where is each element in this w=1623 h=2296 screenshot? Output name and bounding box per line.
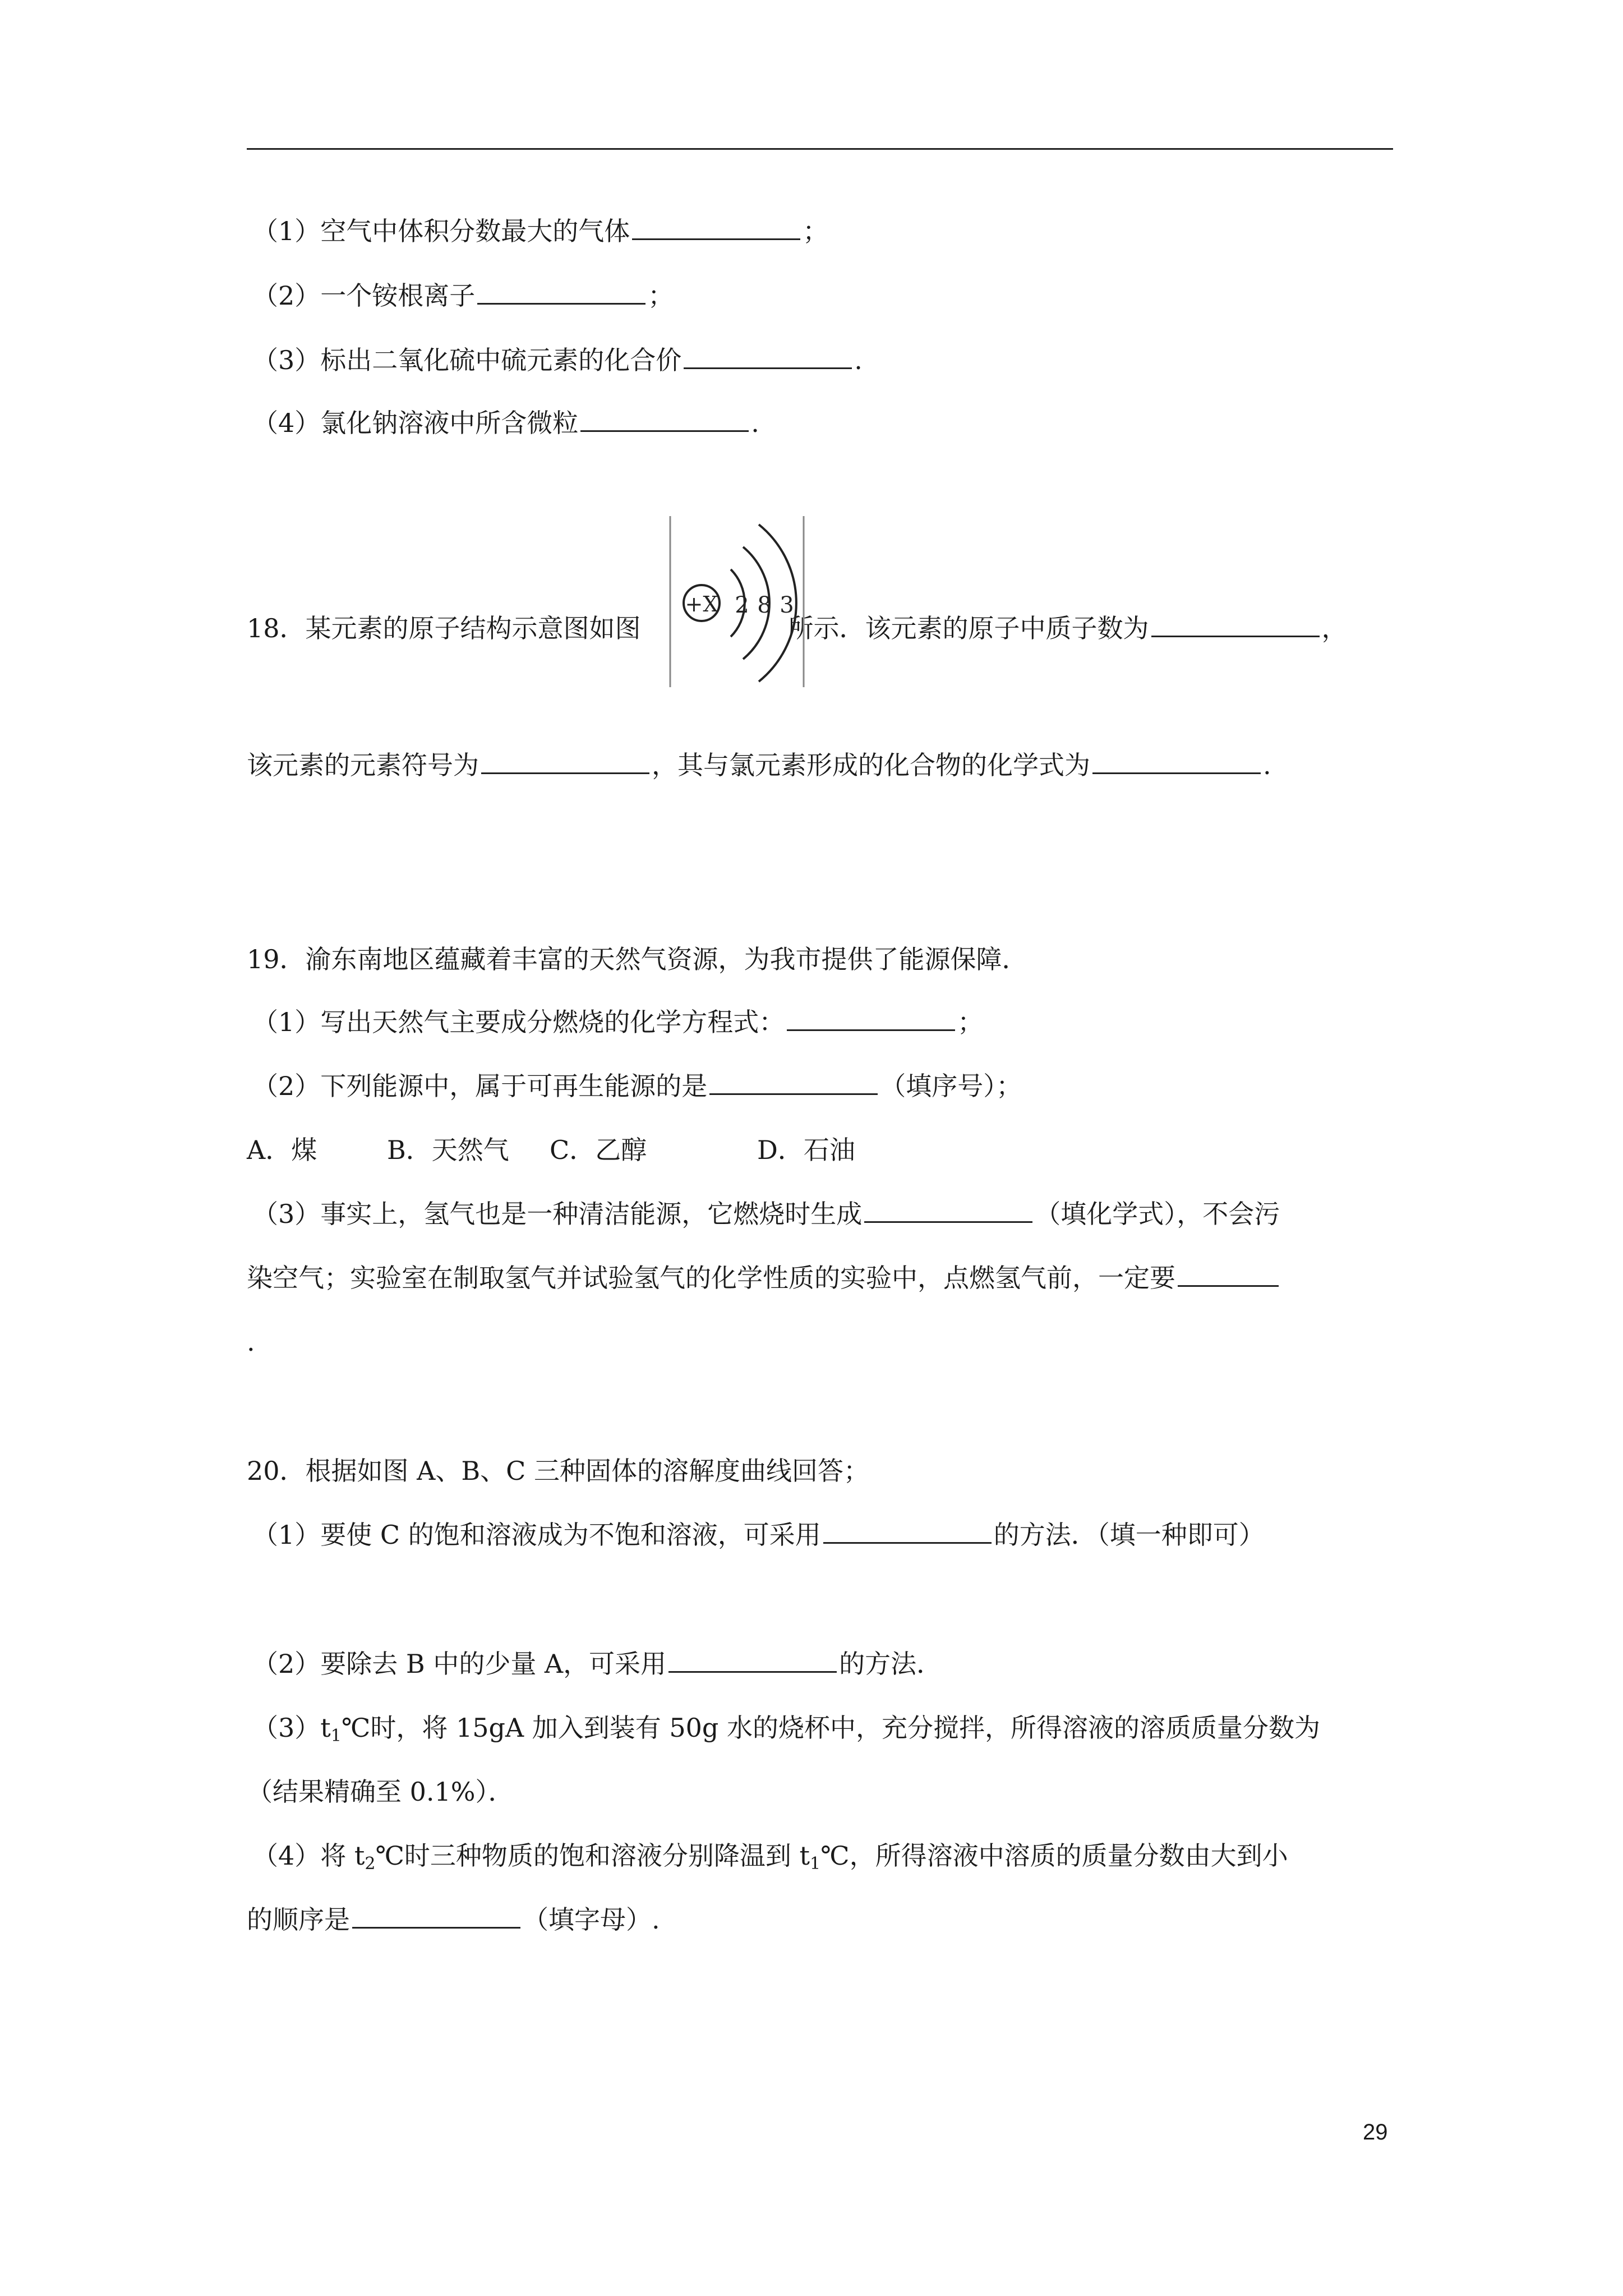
shell-2-count: 8 xyxy=(757,592,772,618)
answer-blank xyxy=(1092,750,1261,774)
q19-item-2-text: （2）下列能源中，属于可再生能源的是 xyxy=(252,1071,708,1101)
q19-options xyxy=(247,1132,855,1168)
q17-item-2-text: （2）一个铵根离子 xyxy=(252,280,476,311)
q20-item-2-text: （2）要除去 B 中的少量 A，可采用 xyxy=(252,1649,667,1679)
q17-item-3-end: . xyxy=(854,345,863,375)
q20-item-4-line-2 xyxy=(247,1902,660,1938)
answer-blank xyxy=(632,216,800,240)
q20-item-2 xyxy=(252,1646,942,1682)
q20-item-3-line-2: （结果精确至 0.1%）． xyxy=(247,1777,514,1807)
q19-item-2-end: （填序号）； xyxy=(880,1071,1022,1101)
q19-item-3-line-2-text: 染空气；实验室在制取氢气并试验氢气的化学性质的实验中，点燃氢气前，一定要 xyxy=(247,1263,1175,1293)
shell-1-count: 2 xyxy=(735,592,749,618)
q17-item-2 xyxy=(252,278,674,314)
q20-item-1-end: 的方法．（填一种即可） xyxy=(993,1520,1265,1550)
answer-blank xyxy=(580,408,749,432)
q18-line-2-mid: ，其与氯元素形成的化合物的化学式为 xyxy=(652,750,1090,780)
option-b: B．天然气 xyxy=(387,1135,509,1165)
atom-structure-diagram xyxy=(669,516,806,687)
q17-item-1-text: （1）空气中体积分数最大的气体 xyxy=(252,216,630,246)
q17-item-1 xyxy=(252,213,828,249)
q18-line-2-text: 该元素的元素符号为 xyxy=(247,750,479,780)
q17-item-3 xyxy=(252,342,863,378)
q17-item-3-text: （3）标出二氧化硫中硫元素的化合价 xyxy=(252,345,682,375)
q20-item-1-text: （1）要使 C 的饱和溶液成为不饱和溶液，可采用 xyxy=(252,1520,821,1550)
q18-line-1-mid: 所示．该元素的原子中质子数为 xyxy=(787,613,1149,643)
q20-item-3-text-b: ℃时，将 15gA 加入到装有 50g 水的烧杯中，充分搅拌，所得溶液的溶质质量分数为 xyxy=(341,1713,1320,1743)
answer-blank xyxy=(481,750,649,774)
q17-item-4-text: （4）氯化钠溶液中所含微粒 xyxy=(252,408,579,438)
answer-blank xyxy=(1151,613,1320,637)
q20-item-4-line-2-text: 的顺序是 xyxy=(247,1904,350,1935)
q17-item-4-end: . xyxy=(751,408,759,438)
answer-blank xyxy=(709,1071,878,1095)
q19-item-1-end: ； xyxy=(957,1007,984,1037)
page-number: 29 xyxy=(1363,2120,1388,2145)
q18-line-2 xyxy=(247,747,1271,783)
q18-line-1-text: 18．某元素的原子结构示意图如图 xyxy=(247,613,641,643)
q19-item-3-text: （3）事实上，氢气也是一种清洁能源，它燃烧时生成 xyxy=(252,1199,863,1229)
nucleus-label: +X xyxy=(685,592,718,616)
q19-item-2 xyxy=(252,1068,1022,1104)
q18-line-2-end: . xyxy=(1263,750,1271,780)
q20-item-4-text-a: （4）将 t xyxy=(252,1841,365,1871)
subscript: 1 xyxy=(330,1726,342,1746)
option-c: C．乙醇 xyxy=(550,1135,647,1165)
shell-3-count: 3 xyxy=(780,592,794,618)
q19-item-1-text: （1）写出天然气主要成分燃烧的化学方程式： xyxy=(252,1007,785,1037)
q19-item-3-line-1-end: （填化学式），不会污 xyxy=(1035,1199,1280,1229)
answer-blank xyxy=(668,1649,837,1673)
answer-blank xyxy=(823,1520,992,1544)
option-d: D．石油 xyxy=(757,1135,855,1165)
q17-item-2-end: ； xyxy=(648,280,674,311)
header-rule xyxy=(247,148,1393,150)
subscript: 2 xyxy=(365,1854,376,1874)
answer-blank xyxy=(684,345,852,369)
q20-item-3-text-a: （3）t xyxy=(252,1713,331,1743)
q17-item-4 xyxy=(252,405,759,441)
q20-item-2-end: 的方法． xyxy=(839,1649,943,1679)
q19-item-1 xyxy=(252,1004,983,1040)
option-a: A．煤 xyxy=(247,1135,317,1165)
q20-item-1 xyxy=(252,1517,1265,1553)
q20-stem: 20．根据如图 A、B、C 三种固体的溶解度曲线回答； xyxy=(247,1456,869,1486)
answer-blank xyxy=(864,1199,1032,1223)
q20-item-4-line-1 xyxy=(252,1838,1288,1882)
q17-item-1-end: ； xyxy=(803,216,829,246)
q19-stem: 19．渝东南地区蕴藏着丰富的天然气资源，为我市提供了能源保障． xyxy=(247,944,1028,974)
q20-item-4-line-2-end: （填字母）. xyxy=(523,1904,660,1935)
answer-blank xyxy=(352,1904,520,1929)
q19-item-3-line-1 xyxy=(252,1196,1280,1232)
subscript: 1 xyxy=(810,1854,821,1874)
answer-blank xyxy=(477,280,645,305)
answer-blank xyxy=(1178,1263,1279,1287)
q20-item-3-line-1 xyxy=(252,1710,1320,1754)
q19-item-3-line-2 xyxy=(247,1260,1281,1296)
answer-blank xyxy=(787,1007,955,1031)
q18-line-1-end: ， xyxy=(1321,613,1348,643)
q20-item-4-text-c: ℃，所得溶液中溶质的质量分数由大到小 xyxy=(820,1841,1288,1871)
q19-item-3-line-3: . xyxy=(247,1327,255,1357)
q20-item-4-text-b: ℃时三种物质的饱和溶液分别降温到 t xyxy=(375,1841,810,1871)
